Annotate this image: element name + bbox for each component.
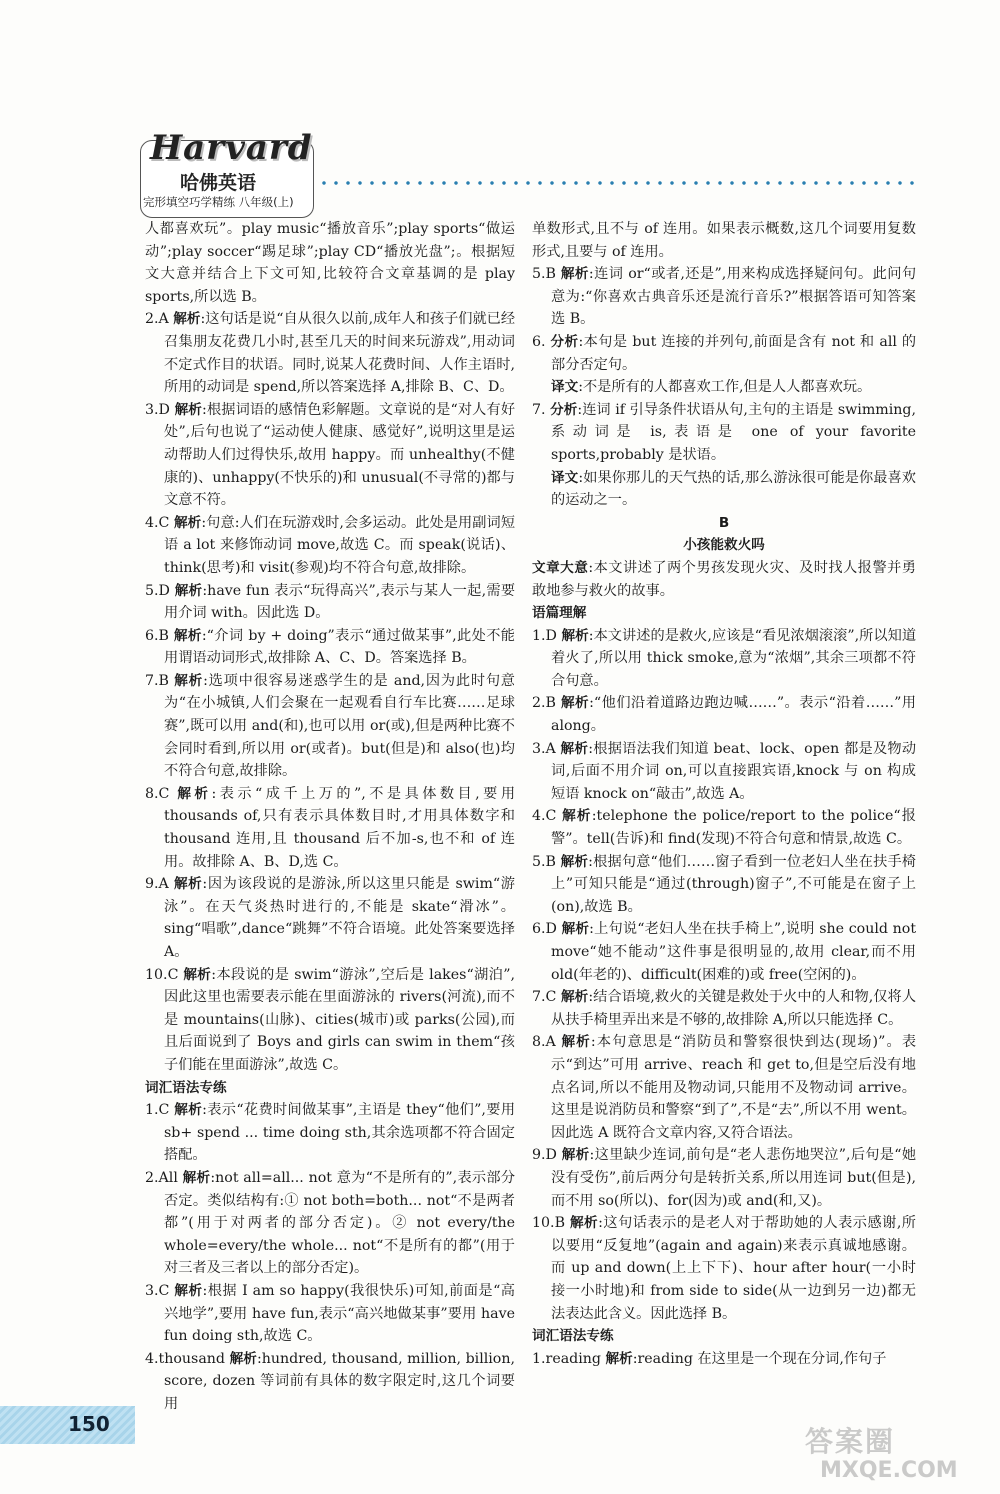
right-column [532, 218, 916, 1370]
answer-number: 3.A [532, 740, 561, 757]
answer-item [532, 805, 916, 850]
page-header [0, 0, 1000, 220]
answer-number: 3.D [145, 401, 175, 418]
watermark-url: MXQE.COM [820, 1458, 958, 1483]
answer-number: 5.D [145, 582, 175, 599]
answer-number: 6.B [145, 627, 174, 644]
analysis-label: 解析 [173, 876, 203, 893]
answer-number: 3.C [145, 1282, 175, 1299]
translation-label: 译文 [551, 469, 579, 486]
paragraph [532, 218, 916, 263]
answer-item [145, 1280, 515, 1348]
analysis-text: :hundred, thousand, million, billion, score, dozen 等词前有具体的数字限定时,这几个词要用 [164, 1350, 515, 1412]
section-heading [532, 534, 916, 557]
analysis-label: 解析 [174, 582, 203, 599]
section-title-text: 词汇语法专练 [145, 1079, 227, 1096]
translation-text: :不是所有的人都喜欢工作,但是人人都喜欢玩。 [578, 379, 872, 396]
answer-number: 1.D [532, 627, 562, 644]
paragraph-text: 人都喜欢玩”。play music“播放音乐”;play sports“做运动”;play soccer“踢足球”;play CD“播放光盘”;。根据短文大意并结合上下文可知,比较符合文章基调的是 play sports,所以选 B。 [145, 221, 515, 305]
section-title [532, 602, 916, 625]
page-number: 150 [68, 1412, 110, 1436]
analysis-text: :根据语法我们知道 beat、lock、open 都是及物动词,后面不用介词 on,可以直接跟宾语,knock 与 on 构成短语 knock on“敲击”,故选 A。 [551, 740, 917, 802]
analysis-text: :“他们沿着道路边跑边喊……”。表示“沿着……”用 along。 [551, 695, 916, 735]
answer-number: 9.D [532, 1147, 562, 1164]
answer-number: 6.D [532, 921, 562, 938]
analysis-label: 解析 [560, 740, 589, 757]
answer-number: 4.thousand [145, 1350, 230, 1367]
answer-item [532, 1348, 916, 1371]
answer-number: 10.B [532, 1215, 570, 1232]
analysis-text: :根据 I am so happy(我很快乐)可知,前面是“高兴地学”,要用 have fun,表示“高兴地做某事”要用 have fun doing sth,故选 C。 [164, 1282, 515, 1345]
answer-item [532, 692, 916, 737]
answer-item [145, 399, 515, 512]
translation-text: :如果你那儿的天气热的话,那么游泳很可能是你最喜欢的运动之一。 [551, 469, 916, 509]
analysis-label: 解析 [569, 1215, 599, 1232]
left-column [145, 218, 515, 1415]
answer-item [145, 1167, 515, 1280]
analysis-text: :句意:人们在玩游戏时,会多运动。此处是用副词短语 a lot 来修饰动词 move,故选 C。而 speak(说话)、think(思考)和 visit(参观)均不符合句意,故排除。 [164, 514, 516, 576]
section-heading-text: 小孩能救火吗 [683, 537, 765, 554]
analysis-text: :not all=all... not 意为“不是所有的”,表示部分否定。类似结构有:① not both=both... not“不是两者都”(用于对两者的部分否定)。② not every/the whole=every/the whole... not“不是所有的都”(用于对三者及三者以上的部分否定)。 [164, 1169, 516, 1277]
answer-item [532, 1212, 916, 1325]
answer-item [145, 625, 515, 670]
paragraph [145, 218, 515, 308]
answer-item [145, 580, 515, 625]
summary-paragraph [532, 557, 916, 602]
answer-item [532, 918, 916, 986]
analysis-text: :表示“成千上万的”,不是具体数目,要用 thousands of,只有表示具体数目时,才用具体数字和 thousand 连用,且 thousand 后不加-s,也不和 of 连用。故排除 A、B、D,选 C。 [164, 785, 516, 870]
analysis-text: :本文讲述的是救火,应该是“看见浓烟滚滚”,所以知道着火了,所以用 thick smoke,意为“浓烟”,其余三项都不符合句意。 [551, 627, 917, 689]
analysis-label: 解析 [561, 921, 590, 938]
answer-item [532, 331, 916, 376]
analysis-label: 解析 [173, 311, 201, 328]
answer-item [532, 399, 916, 467]
translation-label: 译文 [551, 379, 579, 396]
analysis-text: :因为该段说的是游泳,所以这里只能是 swim“游泳”。在天气炎热时进行的,不能是 skate“滑冰”。sing“唱歌”,dance“跳舞”不符合语境。此处答案要选择 A。 [164, 876, 515, 960]
analysis-label: 解析 [174, 1102, 203, 1119]
section-title-text: 语篇理解 [532, 605, 587, 622]
summary-text: :本文讲述了两个男孩发现火灾、及时找人报警并勇敢地参与救火的故事。 [532, 559, 916, 599]
analysis-text: :reading 在这里是一个现在分词,作句子 [632, 1350, 887, 1367]
logo-title: Harvard [150, 128, 313, 168]
answer-number: 4.C [532, 808, 563, 825]
section-heading [532, 512, 916, 535]
analysis-text: :选项中很容易迷惑学生的是 and,因为此时句意为“在小城镇,人们会聚在一起观看自行车比赛……足球赛”,既可以用 and(和),也可以用 or(或),但是两种比赛不会同时看到,所以用 or(或者)。but(但是)和 also(也)均不符合句意,故排除。 [164, 672, 515, 780]
answer-number: 7. [532, 401, 551, 418]
answer-item [532, 986, 916, 1031]
answer-number: 2.B [532, 695, 561, 712]
analysis-label: 解析 [605, 1350, 633, 1367]
answer-number: 7.B [145, 672, 175, 689]
answer-item [532, 1144, 916, 1212]
analysis-text: :这句话表示的是老人对于帮助她的人表示感谢,所以要用“反复地”(again and again)来表示真诚地感谢。而 up and down(上上下下)、hour after hour(一小时接一小时地)和 from side to side(从一边到另一边)都无法表达此含义。因此选择 B。 [551, 1215, 916, 1322]
analysis-text: :表示“花费时间做某事”,主语是 they“他们”,要用 sb+ spend ... time doing sth,其余选项都不符合固定搭配。 [164, 1102, 516, 1164]
analysis-label: 分析 [550, 333, 579, 350]
analysis-text: :根据词语的感情色彩解题。文章说的是“对人有好处”,后句也说了“运动使人健康、感觉好”,说明这里是运动帮助人们过得快乐,故用 happy。而 unhealthy(不健康的)、unhappy(不快乐的)和 unusual(不寻常的)都与文意不符。 [164, 401, 516, 509]
analysis-text: :本句是 but 连接的并列句,前面是含有 not 和 all 的部分否定句。 [551, 333, 917, 373]
analysis-label: 解析 [182, 1169, 211, 1186]
answer-item [145, 783, 515, 873]
translation-note [532, 376, 916, 399]
analysis-text: :这句话是说“自从很久以前,成年人和孩子们就已经召集朋友花费几小时,甚至几天的时间来玩游戏”,用动词不定式作目的状语。同时,说某人花费时间、人作主语时,所用的动词是 spend,所以答案选择 A,排除 B、C、D。 [164, 311, 516, 396]
analysis-label: 解析 [174, 672, 204, 689]
analysis-label: 解析 [174, 401, 203, 418]
analysis-label: 解析 [174, 1282, 203, 1299]
analysis-label: 解析 [560, 266, 589, 283]
analysis-text: :结合语境,救火的关键是救处于火中的人和物,仅将人从扶手椅里弄出来是不够的,故排除 A,所以只能选择 C。 [551, 989, 917, 1028]
answer-number: 10.C [145, 966, 184, 983]
answer-item [532, 263, 916, 331]
analysis-text: :这里缺少连词,前句是“老人悲伤地哭泣”,后句是“她没有受伤”,前后两分句是转折关系,所以用连词 but(但是),而不用 so(所以)、for(因为)或 and(和,又)。 [551, 1147, 917, 1209]
analysis-label: 解析 [173, 514, 202, 531]
analysis-label: 解析 [560, 989, 589, 1006]
analysis-text: :have fun 表示“玩得高兴”,表示与某人一起,需要用介词 with。因此选 D。 [164, 582, 516, 622]
analysis-text: :本句意思是“消防员和警察很快到达(现场)”。表示“到达”可用 arrive、reach 和 get to,但是空后没有地点名词,所以不能用及物动词,只能用不及物动词 arrive。这里是说消防员和警察“到了”,不是“去”,所以不用 went。因此选 A 既符合文章内容,又符合语法。 [551, 1034, 917, 1141]
analysis-label: 解析 [229, 1350, 257, 1367]
answer-item [145, 873, 515, 963]
analysis-label: 解析 [177, 785, 212, 802]
answer-number: 2.All [145, 1169, 183, 1186]
answer-number: 1.C [145, 1102, 175, 1119]
analysis-label: 解析 [173, 627, 202, 644]
translation-note [532, 467, 916, 512]
analysis-label: 解析 [562, 808, 592, 825]
analysis-label: 解析 [561, 1147, 590, 1164]
analysis-text: :上句说“老妇人坐在扶手椅上”,说明 she could not move“她不能动”这件事是很明显的,故用 clear,而不用 old(年老的)、difficult(困难的)或 free(空闲的)。 [551, 921, 917, 983]
answer-item [532, 738, 916, 806]
analysis-text: :连词 or“或者,还是”,用来构成选择疑问句。此问句意为:“你喜欢古典音乐还是流行音乐?”根据答语可知答案选 B。 [551, 266, 917, 328]
answer-number: 4.C [145, 514, 174, 531]
section-title [145, 1077, 515, 1100]
answer-number: 5.B [532, 266, 561, 283]
answer-item [532, 851, 916, 919]
section-title-text: 词汇语法专练 [532, 1328, 614, 1345]
analysis-label: 解析 [561, 627, 589, 644]
summary-label: 文章大意 [532, 559, 589, 576]
paragraph-text: 单数形式,且不与 of 连用。如果表示概数,这几个词要用复数形式,且要与 of 连用。 [532, 221, 916, 260]
answer-number: 6. [532, 333, 551, 350]
analysis-label: 解析 [560, 695, 590, 712]
answer-number: 9.A [145, 876, 174, 893]
answer-number: 5.B [532, 853, 561, 870]
analysis-text: :根据句意“他们……窗子看到一位老妇人坐在扶手椅上”可知只能是“通过(through)窗子”,不可能是在窗子上(on),故选 B。 [551, 853, 916, 915]
analysis-text: :连词 if 引导条件状语从句,主句的主语是 swimming,系动词是 is,表语是 one of your favorite sports,probably 是状语。 [551, 401, 917, 463]
answer-number: 1.reading [532, 1350, 606, 1367]
section-heading-text: B [718, 514, 730, 531]
book-subtitle: 完形填空巧学精练 八年级(上) [143, 195, 294, 209]
answer-item [145, 512, 515, 580]
logo-chinese-title: 哈佛英语 [180, 172, 257, 194]
answer-item [145, 964, 515, 1077]
analysis-label: 解析 [561, 1034, 591, 1051]
watermark-text: 答案圈 [805, 1425, 896, 1458]
analysis-label: 分析 [550, 401, 578, 418]
analysis-label: 解析 [560, 853, 589, 870]
answer-number: 8.A [532, 1034, 562, 1051]
analysis-label: 解析 [183, 966, 212, 983]
answer-item [532, 625, 916, 693]
answer-item [532, 1031, 916, 1144]
analysis-text: :本段说的是 swim“游泳”,空后是 lakes“湖泊”,因此这里也需要表示能在里面游泳的 rivers(河流),而不是 mountains(山脉)、cities(城市)或 parks(公园),而且后面说到了 Boys and girls can swim in them“孩子们能在里面游泳”,故选 C。 [164, 966, 516, 1073]
analysis-text: :“介词 by + doing”表示“通过做某事”,此处不能用谓语动词形式,故排除 A、C、D。答案选择 B。 [164, 627, 515, 667]
answer-item [145, 1099, 515, 1167]
answer-item [145, 308, 515, 398]
answer-item [145, 670, 515, 783]
answer-number: 7.C [532, 989, 561, 1006]
answer-item [145, 1348, 515, 1416]
section-title [532, 1325, 916, 1348]
answer-number: 8.C [145, 785, 178, 802]
answer-number: 2.A [145, 311, 174, 328]
dotted-divider [318, 181, 918, 185]
analysis-text: :telephone the police/report to the police“报警”。tell(告诉)和 find(发现)不符合句意和情景,故选 C。 [551, 808, 916, 848]
